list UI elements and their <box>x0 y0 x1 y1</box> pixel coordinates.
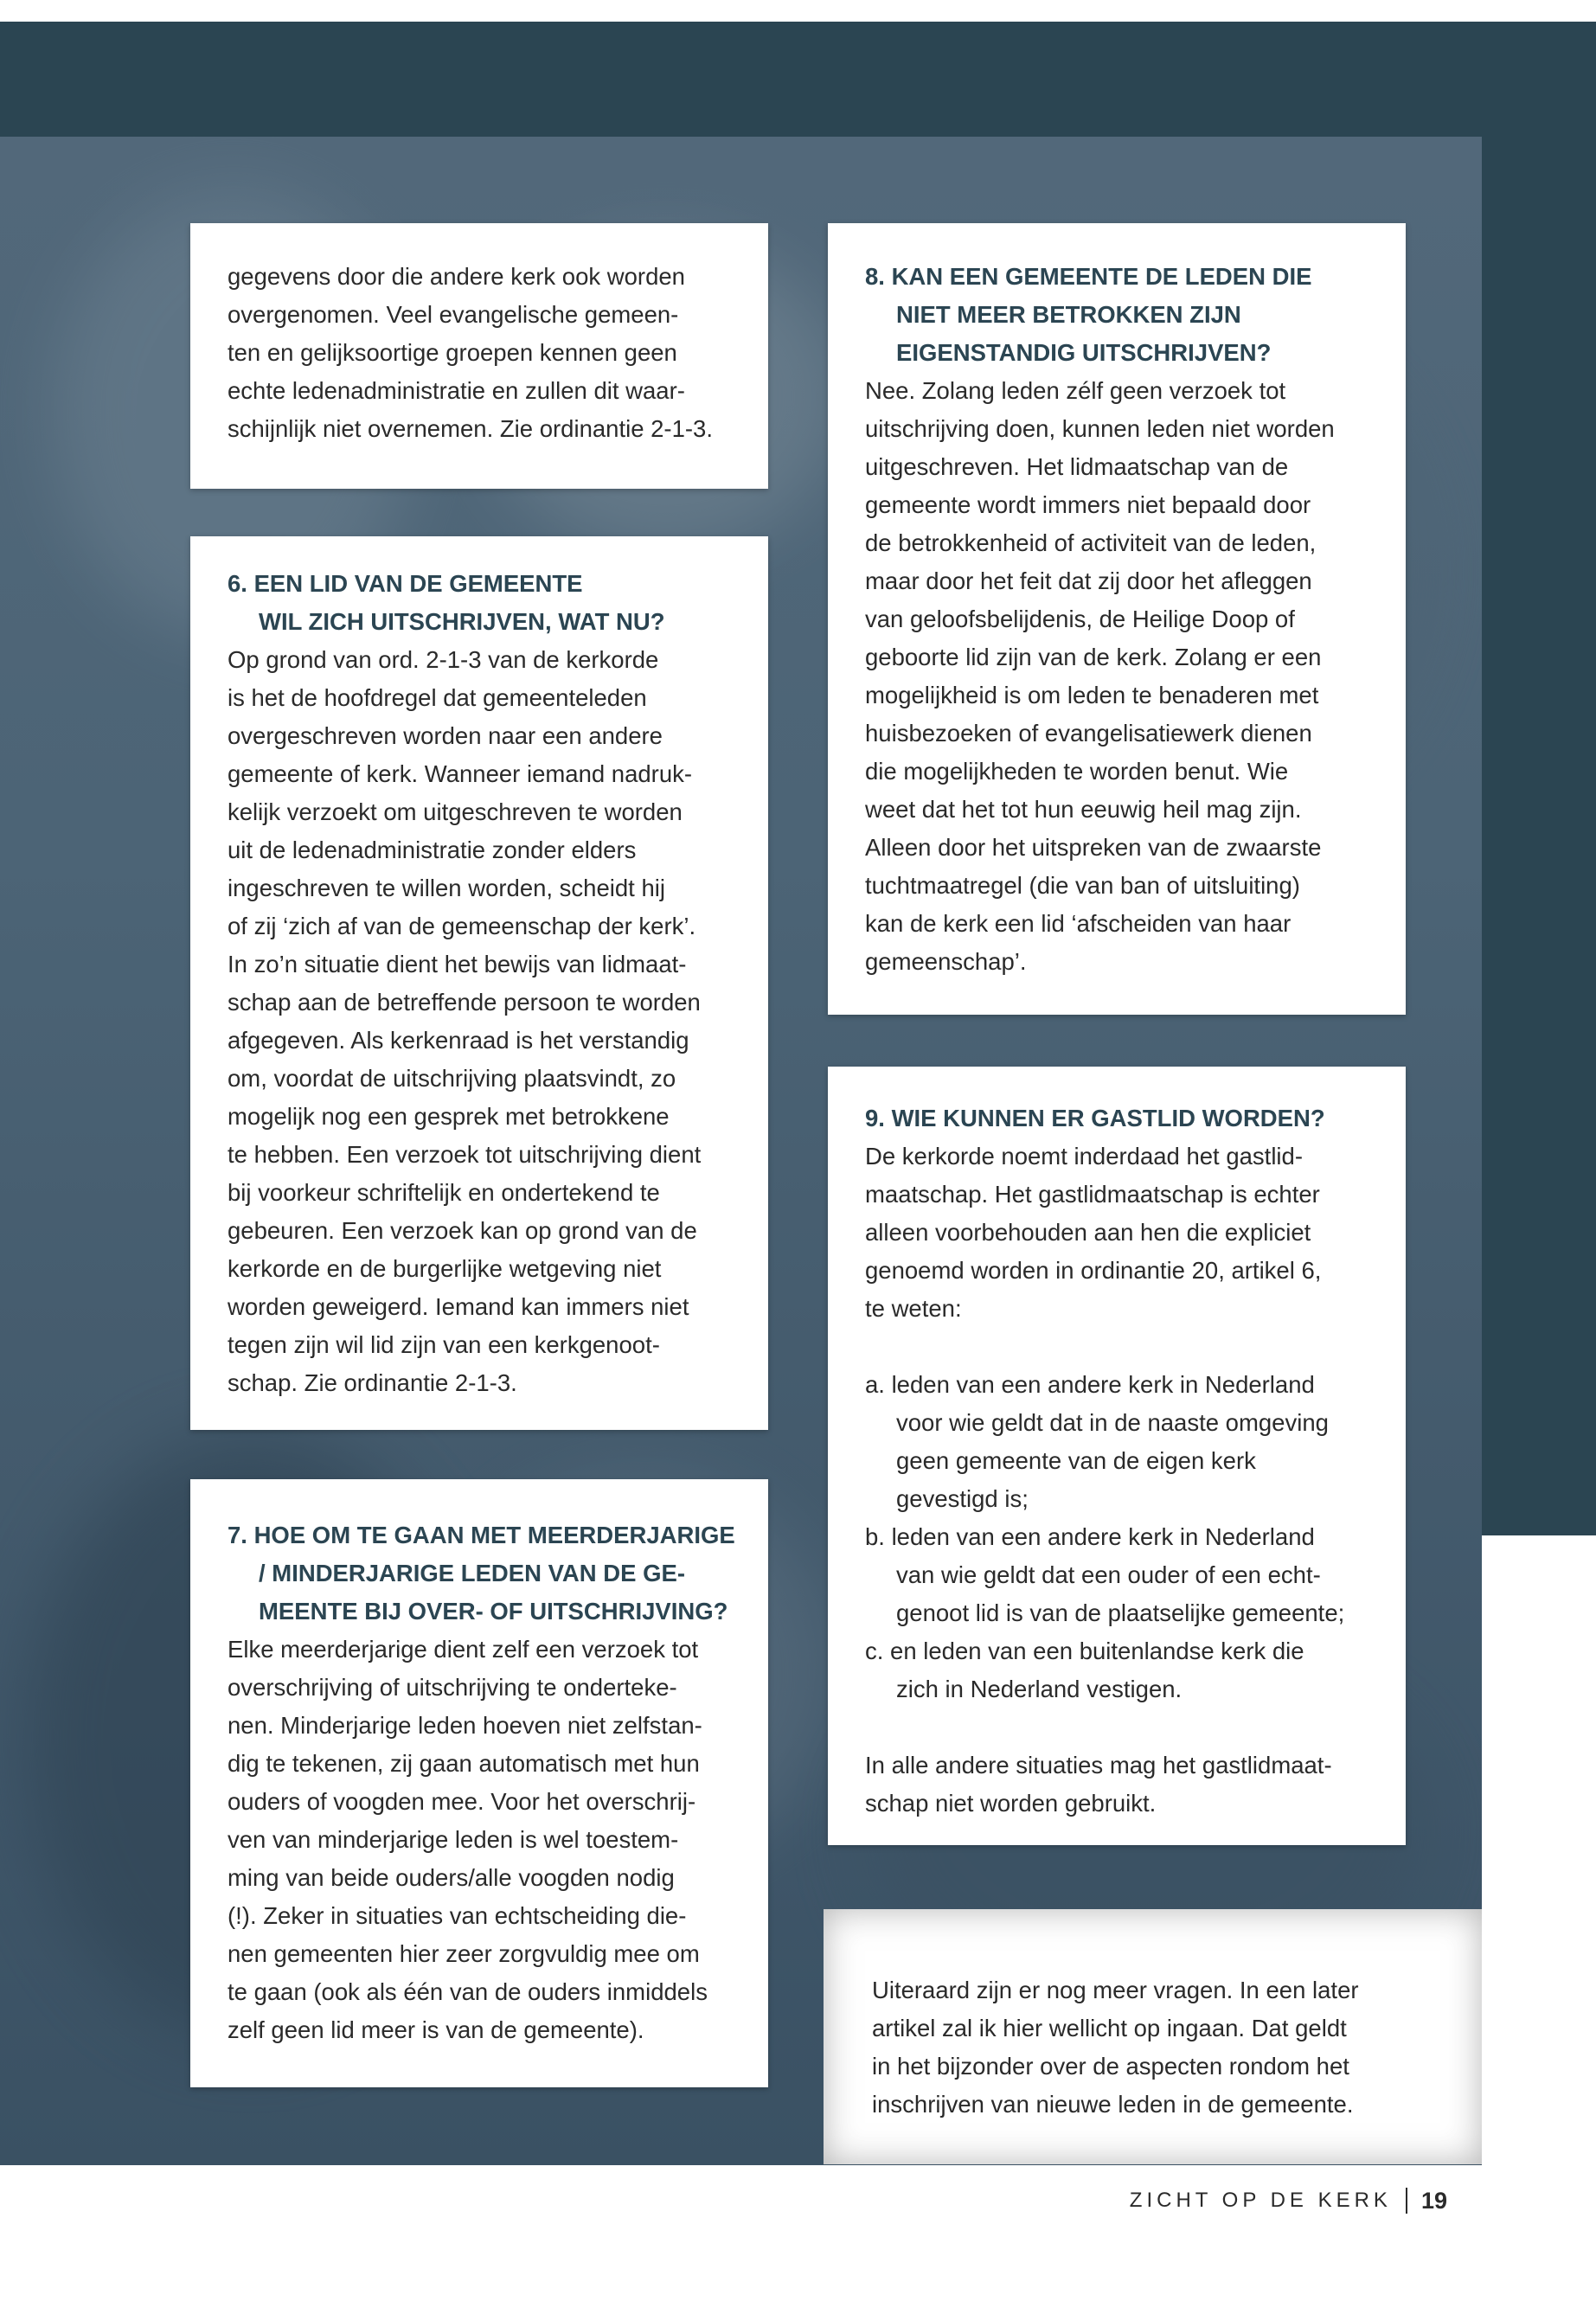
page-number: 19 <box>1420 2187 1447 2214</box>
closing-line: artikel zal ik hier wellicht op ingaan. Dat geldt <box>872 2015 1347 2041</box>
paragraph-line: (!). Zeker in situaties van echtscheiding die- <box>228 1902 687 1929</box>
section-heading: 7. HOE OM TE GAAN MET MEERDERJARIGE <box>228 1522 735 1548</box>
paragraph-line: de betrokkenheid of activiteit van de leden, <box>865 529 1317 556</box>
spacer <box>865 1328 1380 1366</box>
section-heading: NIET MEER BETROKKEN ZIJN <box>896 301 1241 328</box>
paragraph-line: maar door het feit dat zij door het afleggen <box>865 567 1312 594</box>
paragraph-line: mogelijk nog een gesprek met betrokkene <box>228 1103 670 1130</box>
paragraph-line: van geloofsbelijdenis, de Heilige Doop of <box>865 606 1295 632</box>
list-item-line: van wie geldt dat een ouder of een echt- <box>896 1561 1321 1588</box>
paragraph-line: schijnlijk niet overnemen. Zie ordinantie 2-1-3. <box>228 415 713 442</box>
paragraph-line: uit de ledenadministratie zonder elders <box>228 836 637 863</box>
paragraph-line: Alleen door het uitspreken van de zwaarste <box>865 834 1322 861</box>
paragraph-line: ouders of voogden mee. Voor het overschrij- <box>228 1788 696 1815</box>
paragraph-line: Op grond van ord. 2-1-3 van de kerkorde <box>228 646 659 673</box>
list-item-line: voor wie geldt dat in de naaste omgeving <box>896 1409 1329 1436</box>
paragraph-line: Nee. Zolang leden zélf geen verzoek tot <box>865 377 1286 404</box>
list-item-c: c. en leden van een buitenlandse kerk die <box>865 1638 1304 1664</box>
section-heading: MEENTE BIJ OVER- OF UITSCHRIJVING? <box>259 1598 728 1625</box>
paragraph-line: overgenomen. Veel evangelische gemeen- <box>228 301 679 328</box>
paragraph-line: schap aan de betreffende persoon te worden <box>228 989 701 1016</box>
paragraph-line: genoemd worden in ordinantie 20, artikel 6, <box>865 1257 1322 1284</box>
closing-line: inschrijven van nieuwe leden in de gemeente. <box>872 2091 1354 2118</box>
paragraph-line: ming van beide ouders/alle voogden nodig <box>228 1864 675 1891</box>
paragraph-line: Elke meerderjarige dient zelf een verzoek tot <box>228 1636 699 1663</box>
paragraph-line: worden geweigerd. Iemand kan immers niet <box>228 1293 689 1320</box>
paragraph-line: gemeenschap’. <box>865 948 1027 975</box>
section-heading: EIGENSTANDIG UITSCHRIJVEN? <box>896 339 1272 366</box>
paragraph-line: tuchtmaatregel (die van ban of uitsluiting) <box>865 872 1300 899</box>
paragraph-line: om, voordat de uitschrijving plaatsvindt, zo <box>228 1065 676 1092</box>
paragraph-line: echte ledenadministratie en zullen dit waar- <box>228 377 685 404</box>
top-banner <box>0 22 1596 138</box>
section-heading: WIL ZICH UITSCHRIJVEN, WAT NU? <box>259 608 665 635</box>
section-heading: 9. WIE KUNNEN ER GASTLID WORDEN? <box>865 1105 1325 1131</box>
paragraph-line: nen gemeenten hier zeer zorgvuldig mee om <box>228 1940 700 1967</box>
paragraph-line: nen. Minderjarige leden hoeven niet zelfstan- <box>228 1712 702 1739</box>
paragraph-line: schap. Zie ordinantie 2-1-3. <box>228 1369 517 1396</box>
paragraph-line: kerkorde en de burgerlijke wetgeving niet <box>228 1255 662 1282</box>
paragraph-line: In zo’n situatie dient het bewijs van lidmaat- <box>228 951 687 977</box>
paragraph-line: alleen voorbehouden aan hen die expliciet <box>865 1219 1311 1246</box>
section-heading: 6. EEN LID VAN DE GEMEENTE <box>228 570 583 597</box>
list-item-line: zich in Nederland vestigen. <box>896 1676 1183 1702</box>
card-question-9 <box>828 1067 1406 1845</box>
paragraph-line: gemeente wordt immers niet bepaald door <box>865 491 1311 518</box>
paragraph-line: gemeente of kerk. Wanneer iemand nadruk- <box>228 760 693 787</box>
page-footer <box>1130 2183 1447 2218</box>
paragraph-line: afgegeven. Als kerkenraad is het verstandig <box>228 1027 689 1054</box>
closing-line: Uiteraard zijn er nog meer vragen. In een later <box>872 1977 1359 2003</box>
paragraph-line: mogelijkheid is om leden te benaderen met <box>865 682 1319 708</box>
section-heading: 8. KAN EEN GEMEENTE DE LEDEN DIE <box>865 263 1312 290</box>
paragraph-line: huisbezoeken of evangelisatiewerk dienen <box>865 720 1312 747</box>
paragraph-line: is het de hoofdregel dat gemeenteleden <box>228 684 647 711</box>
paragraph-line: zelf geen lid meer is van de gemeente). <box>228 2016 644 2043</box>
list-item-line: geen gemeente van de eigen kerk <box>896 1447 1256 1474</box>
paragraph-line: die mogelijkheden te worden benut. Wie <box>865 758 1289 785</box>
card-question-7 <box>190 1479 768 2087</box>
closing-line: in het bijzonder over de aspecten rondom het <box>872 2053 1349 2080</box>
paragraph-line: overschrijving of uitschrijving te onderteke- <box>228 1674 677 1701</box>
paragraph-line: In alle andere situaties mag het gastlidmaat- <box>865 1752 1332 1779</box>
paragraph-line: te gaan (ook als één van de ouders inmiddels <box>228 1978 708 2005</box>
paragraph-line: uitgeschreven. Het lidmaatschap van de <box>865 453 1289 480</box>
card-continuation <box>190 223 768 489</box>
paragraph-line: tegen zijn wil lid zijn van een kerkgenoot- <box>228 1331 660 1358</box>
paragraph-line: geboorte lid zijn van de kerk. Zolang er een <box>865 644 1322 670</box>
paragraph-line: schap niet worden gebruikt. <box>865 1790 1157 1817</box>
magazine-title: ZICHT OP DE KERK <box>1129 2189 1392 2212</box>
paragraph-line: De kerkorde noemt inderdaad het gastlid- <box>865 1143 1303 1170</box>
list-item-line: genoot lid is van de plaatselijke gemeente; <box>896 1599 1345 1626</box>
paragraph-line: ven van minderjarige leden is wel toestem- <box>228 1826 679 1853</box>
paragraph-line: gegevens door die andere kerk ook worden <box>228 263 685 290</box>
right-side-bar <box>1482 22 1596 1535</box>
list-item-b: b. leden van een andere kerk in Nederland <box>865 1523 1315 1550</box>
spacer <box>865 1708 1380 1747</box>
paragraph-line: kelijk verzoekt om uitgeschreven te worden <box>228 798 683 825</box>
paragraph-line: te weten: <box>865 1295 962 1322</box>
paragraph-line: bij voorkeur schriftelijk en ondertekend te <box>228 1179 660 1206</box>
paragraph-line: uitschrijving doen, kunnen leden niet worden <box>865 415 1335 442</box>
paragraph-line: te hebben. Een verzoek tot uitschrijving dient <box>228 1141 702 1168</box>
closing-note-box <box>824 1909 1482 2164</box>
paragraph-line: weet dat het tot hun eeuwig heil mag zijn. <box>865 796 1302 823</box>
paragraph-line: gebeuren. Een verzoek kan op grond van de <box>228 1217 697 1244</box>
paragraph-line: ingeschreven te willen worden, scheidt hij <box>228 875 665 901</box>
list-item-line: gevestigd is; <box>896 1485 1029 1512</box>
list-item-a: a. leden van een andere kerk in Nederland <box>865 1371 1315 1398</box>
paragraph-line: overgeschreven worden naar een andere <box>228 722 663 749</box>
section-heading: / MINDERJARIGE LEDEN VAN DE GE- <box>259 1560 686 1586</box>
paragraph-line: maatschap. Het gastlidmaatschap is echter <box>865 1181 1320 1208</box>
card-question-6 <box>190 536 768 1430</box>
footer-divider <box>1406 2188 1407 2214</box>
paragraph-line: ten en gelijksoortige groepen kennen geen <box>228 339 677 366</box>
paragraph-line: kan de kerk een lid ‘afscheiden van haar <box>865 910 1292 937</box>
paragraph-line: dig te tekenen, zij gaan automatisch met hun <box>228 1750 700 1777</box>
paragraph-line: of zij ‘zich af van de gemeenschap der kerk’. <box>228 913 696 939</box>
card-question-8 <box>828 223 1406 1015</box>
